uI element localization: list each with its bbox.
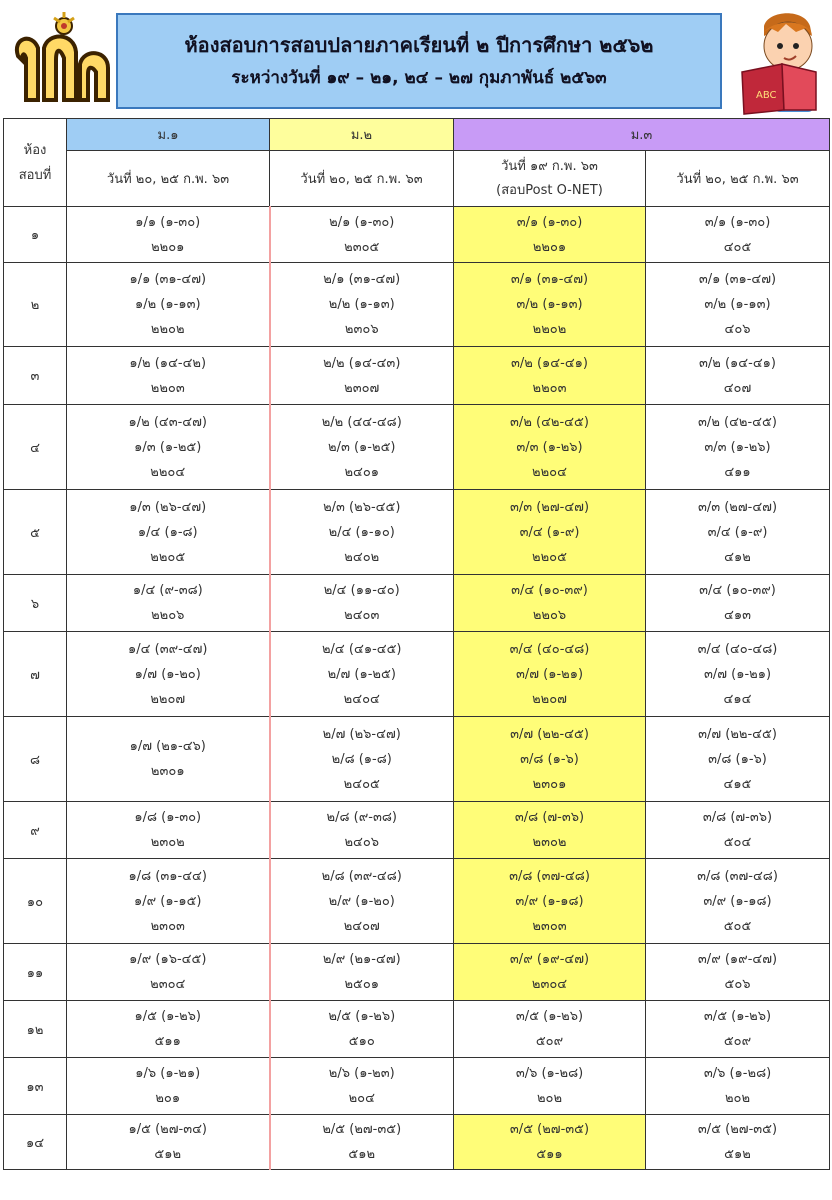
class-range: ๑/๘ (๓๑-๔๔) (128, 868, 207, 884)
room-code: ๒๔๐๔ (343, 691, 380, 707)
class-range: ๓/๒ (๔๒-๔๕) (510, 414, 589, 430)
class-range: ๑/๓ (๒๖-๔๗) (129, 499, 207, 515)
table-row (4, 405, 830, 490)
class-range: ๒/๒ (๔๔-๔๘) (321, 414, 402, 430)
class-range: ๓/๑ (๓๑-๔๗) (698, 272, 777, 287)
cell-m3b (646, 944, 830, 1001)
class-range: ๑/๙ (๑-๑๕) (134, 893, 202, 909)
class-range: ๒/๙ (๒๑-๔๗) (322, 952, 401, 967)
cell-m3b (646, 1058, 830, 1115)
cell-m2 (270, 802, 454, 859)
cell-m3a (454, 490, 646, 575)
cell-m1 (67, 347, 270, 405)
room-code: ๒๓๐๕ (344, 239, 380, 255)
room-number: ๙ (4, 802, 67, 859)
room-number: ๒ (4, 263, 67, 347)
room-code: ๔๑๔ (723, 691, 752, 707)
room-code: ๒๒๐๕ (150, 549, 186, 565)
class-range: ๑/๗ (๒๑-๔๖) (129, 739, 206, 754)
class-range: ๓/๖ (๑-๒๘) (515, 1066, 584, 1081)
room-code: ๒๓๐๓ (532, 918, 567, 934)
class-range: ๓/๓ (๒๗-๔๗) (509, 499, 590, 515)
class-range: ๓/๘ (๗-๓๖) (514, 810, 585, 825)
cell-m3a (454, 632, 646, 717)
class-range: ๑/๑ (๑-๓๐) (135, 214, 201, 230)
room-code: ๕๑๑ (154, 1034, 181, 1049)
level-m2-header: ม.๒ (270, 119, 454, 151)
cell-m3a (454, 802, 646, 859)
page-title: ห้องสอบการสอบปลายภาคเรียนที่ ๒ ปีการศึกษา ๒๕๖๒ (184, 33, 654, 57)
table-row (4, 263, 830, 347)
cell-m3a (454, 207, 646, 263)
class-range: ๑/๙ (๑๖-๔๕) (129, 952, 207, 967)
cell-m3b (646, 1001, 830, 1058)
room-number: ๘ (4, 717, 67, 802)
table-row (4, 1001, 830, 1058)
class-range: ๓/๘ (๓๗-๔๘) (509, 868, 590, 884)
cell-m3a (454, 859, 646, 944)
room-code: ๔๑๓ (724, 608, 751, 623)
room-number: ๑๑ (4, 944, 67, 1001)
cell-m2 (270, 632, 454, 717)
cell-m2 (270, 575, 454, 632)
class-range: ๑/๒ (๑-๑๓) (134, 297, 201, 312)
room-code: ๔๐๗ (723, 380, 752, 396)
cell-m3a (454, 1001, 646, 1058)
class-range: ๓/๓ (๑-๒๖) (516, 439, 583, 455)
cell-m3b (646, 263, 830, 347)
room-code: ๕๐๖ (724, 977, 751, 992)
cell-m2 (270, 405, 454, 490)
class-range: ๓/๔ (๑-๙) (519, 524, 580, 540)
reading-kid-illustration (734, 6, 830, 116)
room-code: ๔๐๖ (724, 322, 751, 337)
table-row (4, 347, 830, 405)
class-range: ๓/๑ (๓๑-๔๗) (510, 272, 589, 287)
room-code: ๒๓๐๑ (150, 764, 185, 779)
class-range: ๑/๓ (๑-๒๕) (134, 439, 202, 455)
cell-m2 (270, 859, 454, 944)
class-range: ๑/๒ (๔๓-๔๗) (128, 414, 207, 430)
cell-m3b (646, 717, 830, 802)
class-range: ๒/๗ (๑-๒๕) (327, 666, 396, 682)
room-code: ๒๓๐๓ (150, 918, 185, 934)
cell-m2 (270, 1058, 454, 1115)
date-m3-onet-line1: วันที่ ๑๙ ก.พ. ๖๓ (501, 158, 598, 174)
class-range: ๓/๕ (๒๗-๓๕) (509, 1122, 590, 1137)
class-range: ๓/๗ (๑-๒๑) (515, 666, 584, 682)
class-range: ๓/๑ (๑-๓๐) (704, 214, 771, 230)
class-range: ๑/๕ (๒๗-๓๔) (128, 1122, 207, 1137)
room-number: ๑ (4, 207, 67, 263)
room-code: ๒๒๐๖ (151, 608, 185, 623)
class-range: ๓/๒ (๑๔-๔๑) (699, 355, 776, 371)
date-m2: วันที่ ๒๐, ๒๕ ก.พ. ๖๓ (270, 151, 454, 207)
school-logo (4, 8, 112, 110)
class-range: ๓/๘ (๑-๖) (708, 751, 767, 767)
cell-m3a (454, 1115, 646, 1170)
room-number: ๔ (4, 405, 67, 490)
cell-m1 (67, 1115, 270, 1170)
cell-m3a (454, 1058, 646, 1115)
room-number: ๗ (4, 632, 67, 717)
cell-m2 (270, 944, 454, 1001)
cell-m3a (454, 944, 646, 1001)
cell-m2 (270, 490, 454, 575)
room-code: ๒๓๐๑ (532, 776, 567, 792)
class-range: ๑/๗ (๑-๒๐) (134, 666, 201, 682)
room-code: ๒๓๐๒ (150, 835, 185, 850)
level-m3-header: ม.๓ (454, 119, 830, 151)
cell-m2 (270, 207, 454, 263)
class-range: ๑/๔ (๓๙-๔๗) (128, 641, 208, 657)
table-row (4, 1115, 830, 1170)
cell-m3b (646, 859, 830, 944)
class-range: ๓/๕ (๒๗-๓๕) (697, 1122, 778, 1137)
table-row (4, 802, 830, 859)
room-code: ๕๑๑ (536, 1147, 563, 1162)
cell-m3b (646, 490, 830, 575)
room-code: ๒๒๐๖ (532, 608, 567, 623)
class-range: ๒/๗ (๒๖-๔๗) (322, 726, 401, 742)
cell-m1 (67, 575, 270, 632)
class-range: ๓/๔ (๔๐-๔๘) (697, 641, 778, 657)
room-code: ๕๑๒ (348, 1147, 376, 1162)
class-range: ๓/๑ (๑-๓๐) (516, 214, 583, 230)
room-header-line2: สอบที่ (18, 167, 52, 183)
class-range: ๓/๓ (๑-๒๖) (704, 439, 771, 455)
class-range: ๑/๔ (๙-๓๘) (132, 583, 203, 598)
class-range: ๓/๙ (๑-๑๘) (703, 893, 772, 909)
room-code: ๒๐๒ (724, 1091, 751, 1106)
class-range: ๒/๑ (๑-๓๐) (329, 214, 395, 230)
class-range: ๒/๕ (๒๗-๓๕) (322, 1122, 402, 1137)
class-range: ๓/๒ (๑๔-๔๑) (511, 355, 588, 371)
date-m3-onet-line2: (สอบPost O-NET) (496, 182, 603, 198)
cell-m2 (270, 717, 454, 802)
cell-m3b (646, 575, 830, 632)
cell-m2 (270, 347, 454, 405)
class-range: ๓/๘ (๑-๖) (520, 751, 579, 767)
room-code: ๒๒๐๑ (151, 239, 185, 255)
room-code: ๒๒๐๔ (150, 464, 186, 480)
room-code: ๔๑๑ (724, 464, 751, 480)
room-code: ๕๑๒ (724, 1147, 751, 1162)
cell-m1 (67, 802, 270, 859)
class-range: ๓/๒ (๔๒-๔๕) (698, 414, 777, 430)
table-row (4, 859, 830, 944)
room-code: ๒๓๐๖ (344, 322, 379, 337)
cell-m3a (454, 347, 646, 405)
class-range: ๒/๑ (๓๑-๔๗) (323, 272, 401, 287)
cell-m2 (270, 263, 454, 347)
room-code: ๕๑๒ (154, 1147, 182, 1162)
class-range: ๑/๑ (๓๑-๔๗) (129, 272, 207, 287)
room-code: ๒๒๐๓ (150, 380, 185, 396)
date-m1: วันที่ ๒๐, ๒๕ ก.พ. ๖๓ (67, 151, 270, 207)
class-range: ๑/๖ (๑-๒๑) (135, 1066, 201, 1081)
class-range: ๑/๕ (๑-๒๖) (134, 1009, 201, 1024)
table-row (4, 575, 830, 632)
room-code: ๒๐๔ (348, 1091, 375, 1106)
cell-m3b (646, 802, 830, 859)
class-range: ๓/๔ (๑๐-๓๙) (511, 583, 588, 598)
room-code: ๕๐๙ (723, 1034, 752, 1049)
room-number: ๑๐ (4, 859, 67, 944)
room-number: ๓ (4, 347, 67, 405)
class-range: ๓/๔ (๑๐-๓๙) (699, 583, 776, 598)
class-range: ๑/๔ (๑-๘) (137, 524, 198, 540)
cell-m3a (454, 405, 646, 490)
room-code: ๕๐๕ (723, 918, 752, 934)
room-code: ๒๒๐๓ (532, 380, 567, 396)
room-number: ๑๓ (4, 1058, 67, 1115)
level-m1-header: ม.๑ (67, 119, 270, 151)
room-code: ๒๓๐๗ (344, 380, 380, 396)
class-range: ๓/๕ (๑-๒๖) (703, 1009, 772, 1024)
class-range: ๓/๕ (๑-๒๖) (515, 1009, 584, 1024)
class-range: ๓/๔ (๑-๙) (707, 524, 768, 540)
cell-m3a (454, 575, 646, 632)
class-range: ๓/๙ (๑-๑๘) (515, 893, 584, 909)
class-range: ๒/๙ (๑-๒๐) (328, 893, 395, 909)
room-code: ๕๑๐ (348, 1034, 375, 1049)
table-row (4, 207, 830, 263)
cell-m1 (67, 405, 270, 490)
room-code: ๒๐๒ (536, 1091, 563, 1106)
class-range: ๒/๔ (๑-๑๐) (328, 524, 395, 540)
room-header-line1: ห้อง (23, 142, 47, 158)
room-code: ๔๑๒ (724, 549, 751, 565)
class-range: ๓/๘ (๗-๓๖) (702, 810, 773, 825)
class-range: ๓/๗ (๒๒-๔๕) (698, 726, 777, 742)
cell-m3b (646, 632, 830, 717)
date-m3-onet (454, 151, 646, 207)
page-subtitle: ระหว่างวันที่ ๑๙ – ๒๑, ๒๔ – ๒๗ กุมภาพันธ์ ๒๕๖๓ (231, 68, 607, 88)
class-range: ๓/๓ (๒๗-๔๗) (697, 499, 778, 515)
title-banner (116, 13, 722, 109)
room-code: ๒๔๐๑ (344, 464, 380, 480)
room-code: ๒๒๐๗ (150, 691, 186, 707)
class-range: ๒/๒ (๑-๑๓) (328, 297, 395, 312)
class-range: ๒/๖ (๑-๒๓) (328, 1066, 395, 1081)
cell-m1 (67, 944, 270, 1001)
room-code: ๒๕๐๑ (344, 977, 380, 992)
room-code: ๒๔๐๕ (343, 776, 380, 792)
table-row (4, 717, 830, 802)
cell-m1 (67, 1001, 270, 1058)
class-range: ๓/๗ (๑-๒๑) (703, 666, 772, 682)
class-range: ๑/๘ (๑-๓๐) (134, 810, 202, 825)
cell-m3b (646, 347, 830, 405)
class-range: ๒/๓ (๑-๒๕) (328, 439, 396, 455)
cell-m3a (454, 263, 646, 347)
room-number: ๑๒ (4, 1001, 67, 1058)
date-m3: วันที่ ๒๐, ๒๕ ก.พ. ๖๓ (646, 151, 830, 207)
room-code: ๒๒๐๒ (532, 322, 567, 337)
room-code: ๒๔๐๒ (344, 549, 380, 565)
class-range: ๒/๘ (๑-๘) (331, 751, 392, 767)
room-code: ๒๔๐๖ (344, 835, 380, 850)
table-row (4, 490, 830, 575)
exam-room-table (3, 118, 830, 1170)
cell-m3b (646, 1115, 830, 1170)
cell-m1 (67, 859, 270, 944)
cell-m2 (270, 1001, 454, 1058)
table-row (4, 1058, 830, 1115)
cell-m3b (646, 405, 830, 490)
class-range: ๒/๒ (๑๔-๔๓) (323, 355, 401, 371)
room-code: ๒๐๑ (155, 1091, 181, 1106)
room-number: ๕ (4, 490, 67, 575)
room-number: ๑๔ (4, 1115, 67, 1170)
cell-m1 (67, 632, 270, 717)
cell-m1 (67, 490, 270, 575)
class-range: ๒/๓ (๒๖-๔๕) (323, 499, 401, 515)
class-range: ๒/๕ (๑-๒๖) (328, 1009, 396, 1024)
cell-m1 (67, 263, 270, 347)
room-code: ๒๓๐๔ (531, 977, 568, 992)
class-range: ๓/๘ (๓๗-๔๘) (697, 868, 778, 884)
class-range: ๑/๒ (๑๔-๔๒) (129, 355, 207, 371)
class-range: ๓/๗ (๒๒-๔๕) (510, 726, 589, 742)
class-range: ๒/๔ (๔๑-๔๕) (321, 641, 402, 657)
room-code: ๒๒๐๒ (150, 322, 185, 337)
room-code: ๒๓๐๔ (150, 977, 186, 992)
cell-m3b (646, 207, 830, 263)
room-code: ๒๒๐๕ (532, 549, 567, 565)
room-code: ๒๒๐๑ (532, 239, 567, 255)
room-number: ๖ (4, 575, 67, 632)
class-range: ๓/๒ (๑-๑๓) (516, 297, 583, 312)
room-header (4, 119, 67, 207)
room-code: ๒๔๐๓ (344, 608, 380, 623)
room-code: ๒๔๐๗ (343, 918, 380, 934)
class-range: ๓/๙ (๑๙-๔๗) (697, 952, 778, 967)
table-row (4, 944, 830, 1001)
room-code: ๔๐๕ (723, 239, 752, 255)
room-code: ๒๒๐๗ (532, 691, 567, 707)
room-code: ๔๑๕ (723, 776, 752, 792)
class-range: ๓/๔ (๔๐-๔๘) (509, 641, 590, 657)
class-range: ๒/๘ (๙-๓๘) (326, 810, 397, 825)
room-code: ๕๐๙ (535, 1034, 564, 1049)
class-range: ๓/๙ (๑๙-๔๗) (509, 952, 590, 967)
room-code: ๕๐๔ (723, 835, 752, 850)
class-range: ๒/๘ (๓๙-๔๘) (321, 868, 402, 884)
class-range: ๓/๖ (๑-๒๘) (703, 1066, 772, 1081)
class-range: ๓/๒ (๑-๑๓) (704, 297, 771, 312)
room-code: ๒๒๐๔ (532, 464, 567, 480)
book-abc-text: ABC (756, 90, 777, 101)
cell-m1 (67, 717, 270, 802)
cell-m3a (454, 717, 646, 802)
cell-m1 (67, 1058, 270, 1115)
table-row (4, 632, 830, 717)
cell-m1 (67, 207, 270, 263)
room-code: ๒๓๐๒ (532, 835, 567, 850)
cell-m2 (270, 1115, 454, 1170)
class-range: ๒/๔ (๑๑-๔๐) (323, 583, 400, 598)
